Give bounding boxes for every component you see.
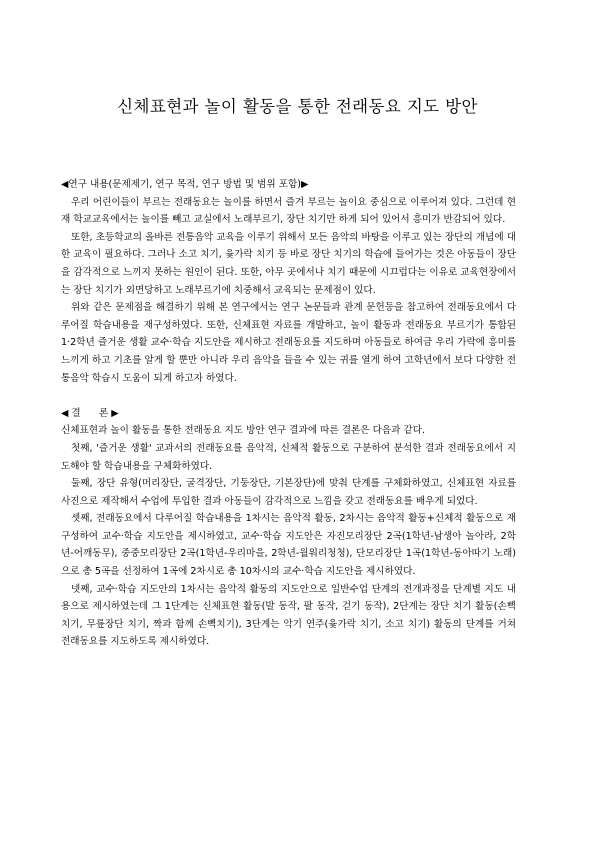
section-heading-research: ◀연구 내용(문제제기, 연구 목적, 연구 방법 및 범위 포함)▶ [61, 179, 309, 190]
section-heading-conclusion: ◀ 결 론 ▶ [61, 407, 119, 419]
paragraph: 셋째, 전래동요에서 다루어질 학습내용을 1차시는 음악적 활동, 2차시는 음악적 활동+신체적 활동으로 재구성하여 교수·학습 지도안을 제시하였고, 교수·학습 지도안은 자진모리장단 2곡(1학년-남생아 놀아라, 2학년-어깨동무), 중중모리장단 2곡(1학년-우리마을, 2학년-월워리청청), 단모리장단 1곡(1학년-동아따기 노래)으로 총 5곡을 선정하여 1곡에 2차시로 총 10차시의 교수·학습 지도안을 제시하였다. [61, 513, 516, 578]
document-body [61, 176, 516, 651]
paragraph: 넷째, 교수·학습 지도안의 1차시는 음악적 활동의 지도안으로 일반수업 단계의 전개과정을 단계별 지도 내용으로 제시하였는데 그 1단계는 신체표현 활동(발 동작, 팔 동작, 걷기 동작), 2단계는 장단 치기 활동(손뼉치기, 무릎장단 치기, 짝과 함께 손뼉치기), 3단계는 악기 연주(윷가락 치기, 소고 치기) 활동의 단계를 거쳐 전래동요를 지도하도록 제시하였다. [61, 583, 516, 648]
paragraph: 또한, 초등학교의 올바른 전통음악 교육을 이루기 위해서 모든 음악의 바탕을 이루고 있는 장단의 개념에 대한 교육이 필요하다. 그러나 소고 치기, 윷가락 치기 등 바로 장단 치기의 학습에 들어가는 것은 아동들이 장단을 감각적으로 느끼지 못하는 원인이 된다. 또한, 아무 곳에서나 치기 때문에 시끄럽다는 이유로 교육현장에서는 장단 치기가 외면당하고 노래부르기에 치중해서 교육되는 문제점이 있다. [61, 231, 516, 296]
paragraph: 둘째, 장단 유형(머리장단, 굴격장단, 기둥장단, 기본장단)에 맞춰 단계를 구체화하였고, 신체표현 자료를 사진으로 제작해서 수업에 투입한 결과 아동들이 감각적으로 느낌을 갖고 전래동요를 배우게 되었다. [61, 478, 516, 507]
section-spacer [61, 387, 516, 405]
document-title: 신체표현과 놀이 활동을 통한 전래동요 지도 방안 [117, 97, 478, 116]
paragraph: 첫째, '즐거운 생활' 교과서의 전래동요를 음악적, 신체적 활동으로 구분하여 분석한 결과 전래동요에서 지도해야 할 학습내용을 구체화하였다. [61, 442, 516, 472]
paragraph: 신체표현과 놀이 활동을 통한 전래동요 지도 방안 연구 결과에 따른 결론은 다음과 같다. [61, 425, 426, 437]
paragraph: 우리 어린이들이 부르는 전래동요는 놀이를 하면서 즐겨 부르는 놀이요 중심으로 이루어져 있다. 그런데 현재 학교교육에서는 놀이를 빼고 교실에서 노래부르기, 장단 치기만 하게 되어 있어서 흥미가 반감되어 있다. [61, 196, 516, 226]
paragraph: 위와 같은 문제점을 해결하기 위해 본 연구에서는 연구 논문들과 관계 문헌등을 참고하여 전래동요에서 다루어질 학습내용을 재구성하였다. 또한, 신체표현 자료를 개발하고, 놀이 활동과 전래동요 부르기가 통합된 1·2학년 즐거운 생활 교수·학습 지도안을 제시하고 전래동요를 지도하며 아동들로 하여금 우리 가락에 흥미를 느끼게 하고 기초를 알게 할 뿐만 아니라 우리 음악을 들을 수 있는 귀를 열게 하여 고학년에서 보다 다양한 전통음악 학습시 도움이 되게 하고자 하였다. [61, 302, 516, 384]
